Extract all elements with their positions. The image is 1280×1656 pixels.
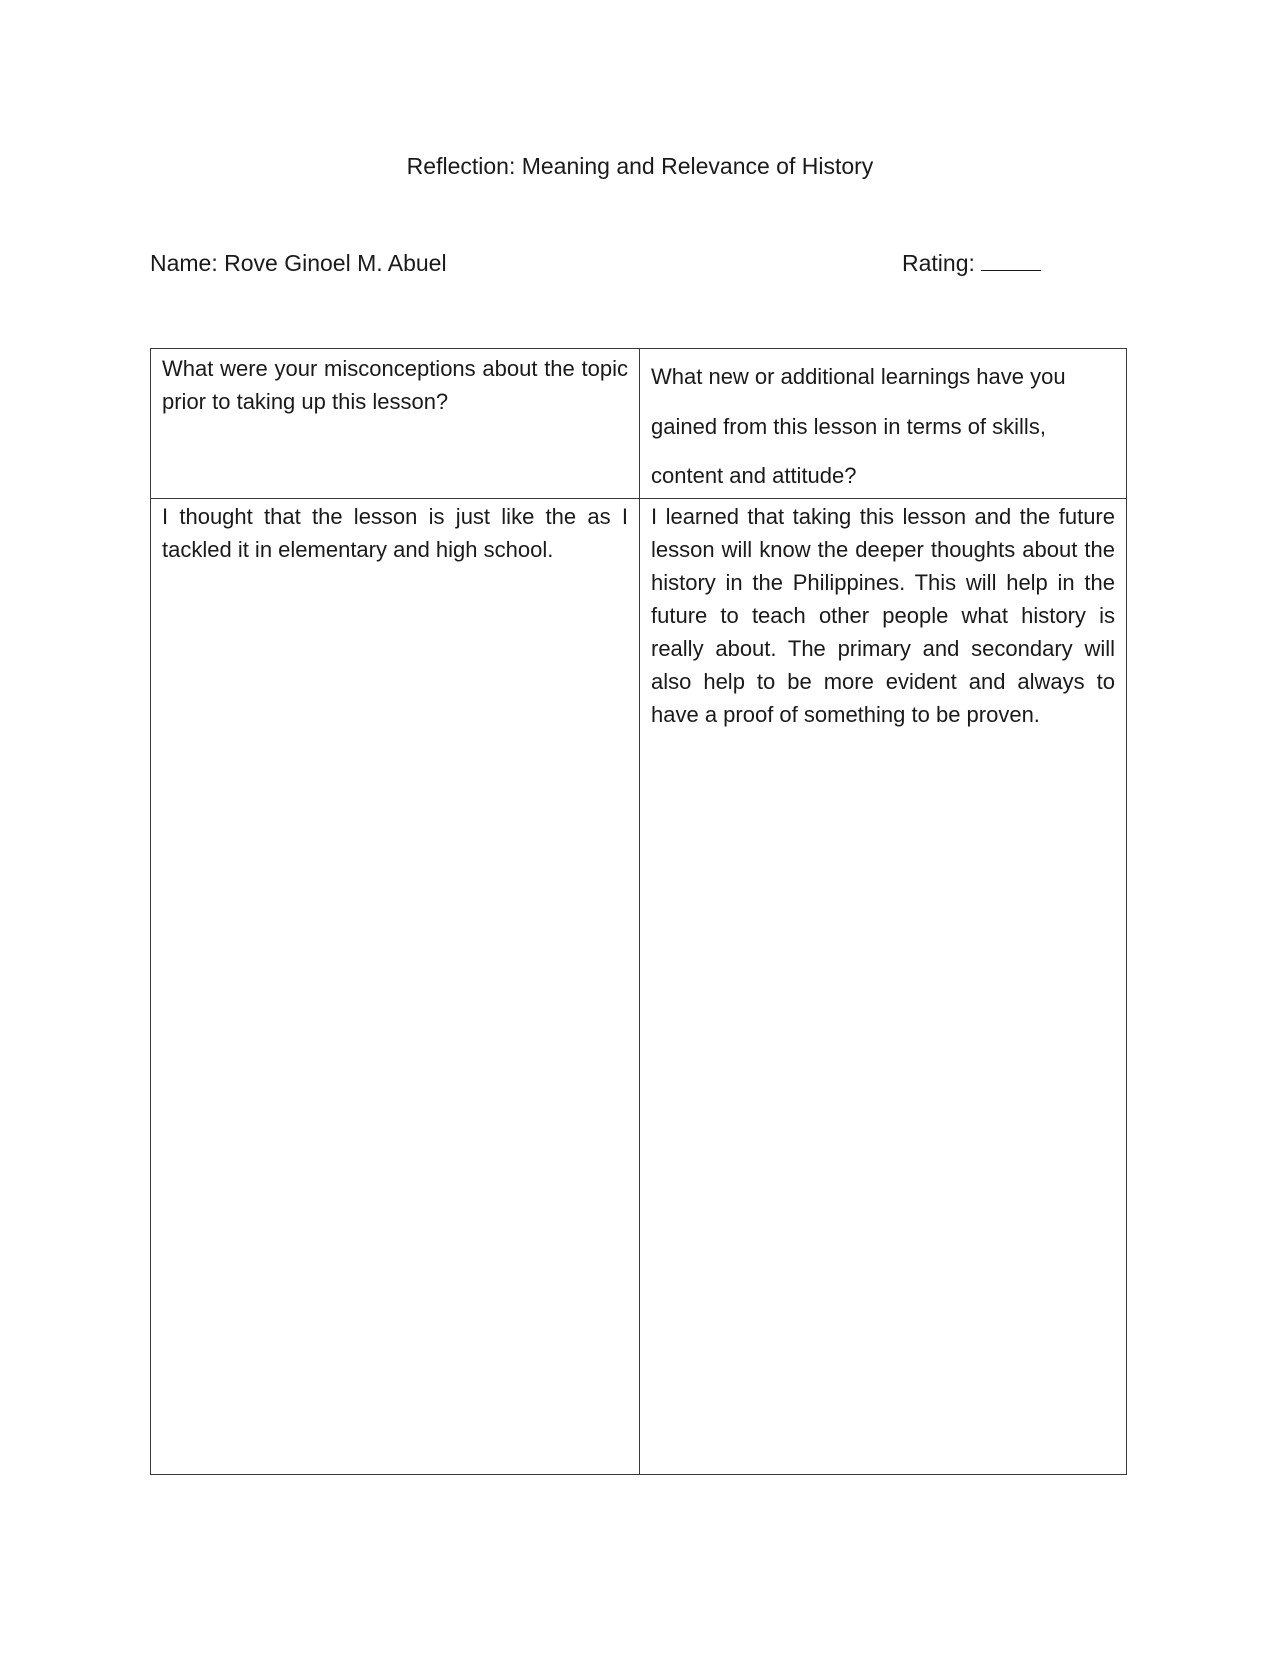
misconceptions-answer: I thought that the lesson is just like the as I tackled it in elementary and high school. xyxy=(162,504,628,562)
rating-label: Rating: xyxy=(902,250,975,276)
learnings-question: What new or additional learnings have you gained from this lesson in terms of skills, content and attitude? xyxy=(651,364,1066,488)
page-title: Reflection: Meaning and Relevance of History xyxy=(406,153,874,179)
reflection-table xyxy=(150,348,1127,1475)
learnings-answer: I learned that taking this lesson and the future lesson will know the deeper thoughts about the history in the Philippines. This will help in the future to teach other people what history is really about. The primary and secondary will also help to be more evident and always to have a proof of something to be proven. xyxy=(651,504,1115,727)
student-name: Name: Rove Ginoel M. Abuel xyxy=(150,250,447,276)
misconceptions-question: What were your misconceptions about the topic prior to taking up this lesson? xyxy=(162,356,628,414)
rating-blank-line xyxy=(981,248,1041,271)
rating-field xyxy=(902,248,1041,278)
